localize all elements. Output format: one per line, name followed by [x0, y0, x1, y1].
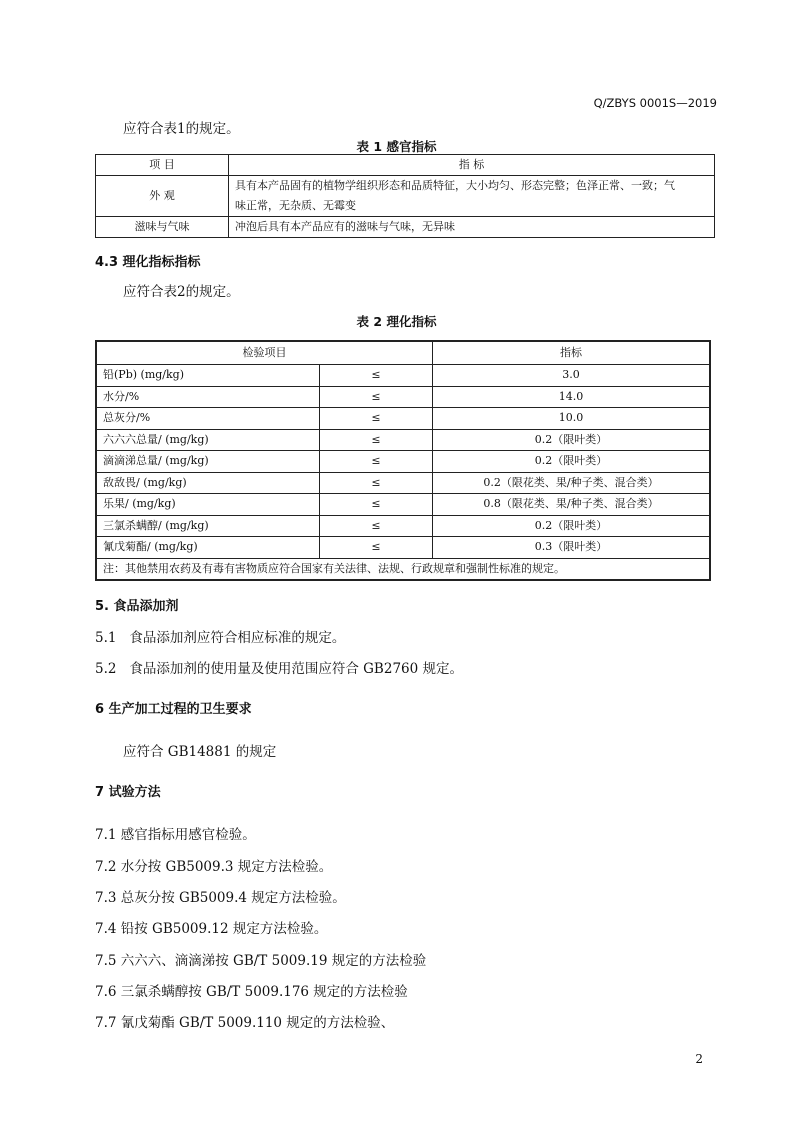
table-cell: 滴滴涕总量/ (mg/kg) — [96, 451, 320, 473]
section-7-item: 7.3 总灰分按 GB5009.4 规定方法检验。 — [95, 890, 346, 906]
table-row — [96, 429, 710, 451]
table-cell: 0.8（限花类、果/种子类、混合类） — [433, 494, 711, 516]
section-7-item: 7.7 氰戊菊酯 GB/T 5009.110 规定的方法检验、 — [95, 1015, 395, 1031]
table-cell: 14.0 — [433, 386, 711, 408]
table-cell: ≤ — [320, 365, 433, 387]
table-cell: 3.0 — [433, 365, 711, 387]
table-row — [96, 451, 710, 473]
table-header-row — [96, 341, 710, 365]
table-note-row — [96, 558, 710, 580]
table-cell: 敌敌畏/ (mg/kg) — [96, 472, 320, 494]
table-row — [96, 365, 710, 387]
table1-caption: 表 1 感官指标 — [356, 139, 437, 154]
table-cell: 三氯杀螨醇/ (mg/kg) — [96, 515, 320, 537]
physchem-table — [95, 340, 711, 581]
table-row — [96, 408, 710, 430]
section-6-heading: 6 生产加工过程的卫生要求 — [95, 702, 252, 717]
section-7-heading: 7 试验方法 — [95, 785, 161, 800]
table-cell: 滋味与气味 — [96, 217, 229, 238]
section-7-item: 7.1 感官指标用感官检验。 — [95, 827, 256, 843]
section-5-2 — [95, 657, 463, 677]
table-cell: 冲泡后具有本产品应有的滋味与气味，无异味 — [229, 217, 715, 238]
cell-line: 味正常，无杂质、无霉变 — [235, 199, 356, 212]
table2-caption: 表 2 理化指标 — [356, 314, 437, 329]
cell-line: 具有本产品固有的植物学组织形态和品质特征，大小均匀、形态完整；色泽正常、一致；气 — [235, 179, 675, 192]
section-7-item: 7.4 铅按 GB5009.12 规定方法检验。 — [95, 921, 328, 937]
table-header-cell: 指 标 — [229, 155, 715, 176]
table-cell: 0.2（限花类、果/种子类、混合类） — [433, 472, 711, 494]
section-7-item: 7.6 三氯杀螨醇按 GB/T 5009.176 规定的方法检验 — [95, 984, 408, 1000]
table-cell: ≤ — [320, 515, 433, 537]
table-cell: 0.2（限叶类） — [433, 429, 711, 451]
section-4-3-heading: 4.3 理化指标指标 — [95, 255, 201, 270]
table-cell: ≤ — [320, 494, 433, 516]
section-7-item: 7.5 六六六、滴滴涕按 GB/T 5009.19 规定的方法检验 — [95, 953, 427, 969]
section-7-item: 7.2 水分按 GB5009.3 规定方法检验。 — [95, 859, 333, 875]
item-text: 食品添加剂的使用量及使用范围应符合 GB2760 规定。 — [129, 661, 464, 677]
table-cell: ≤ — [320, 386, 433, 408]
item-number: 5.1 — [95, 630, 117, 646]
table-cell: ≤ — [320, 429, 433, 451]
table-row — [96, 494, 710, 516]
table-cell: 10.0 — [433, 408, 711, 430]
item-number: 5.2 — [95, 661, 117, 677]
table-row — [96, 537, 710, 559]
table-note: 注：其他禁用农药及有毒有害物质应符合国家有关法律、法规、行政规章和强制性标准的规定。 — [96, 558, 710, 580]
intro-text: 应符合表1的规定。 — [123, 121, 240, 137]
table-cell: 乐果/ (mg/kg) — [96, 494, 320, 516]
page-number: 2 — [695, 1052, 703, 1066]
table-cell: ≤ — [320, 537, 433, 559]
table-header-cell: 检验项目 — [96, 341, 433, 365]
table-cell: ≤ — [320, 472, 433, 494]
table-cell: ≤ — [320, 451, 433, 473]
table-cell: 0.3（限叶类） — [433, 537, 711, 559]
table-cell: ≤ — [320, 408, 433, 430]
table-header-row — [96, 155, 715, 176]
section-5-1 — [95, 626, 345, 646]
section-6-text: 应符合 GB14881 的规定 — [123, 744, 277, 760]
table-cell: 总灰分/% — [96, 408, 320, 430]
sensory-table — [95, 154, 715, 238]
table-row — [96, 217, 715, 238]
table-row — [96, 472, 710, 494]
table-row — [96, 386, 710, 408]
table-cell: 水分/% — [96, 386, 320, 408]
section-4-3-text: 应符合表2的规定。 — [123, 284, 240, 300]
document-code: Q/ZBYS 0001S—2019 — [593, 96, 717, 110]
table-cell: 外 观 — [96, 176, 229, 217]
table-cell: 0.2（限叶类） — [433, 451, 711, 473]
section-5-heading: 5. 食品添加剂 — [95, 599, 179, 614]
table-cell: 氰戊菊酯/ (mg/kg) — [96, 537, 320, 559]
table-header-cell: 项 目 — [96, 155, 229, 176]
item-text: 食品添加剂应符合相应标准的规定。 — [129, 630, 346, 646]
table-cell — [229, 176, 715, 217]
table-cell: 六六六总量/ (mg/kg) — [96, 429, 320, 451]
table-row — [96, 176, 715, 217]
table-cell: 0.2（限叶类） — [433, 515, 711, 537]
table-cell: 铅(Pb) (mg/kg) — [96, 365, 320, 387]
table-row — [96, 515, 710, 537]
table-header-cell: 指标 — [433, 341, 711, 365]
